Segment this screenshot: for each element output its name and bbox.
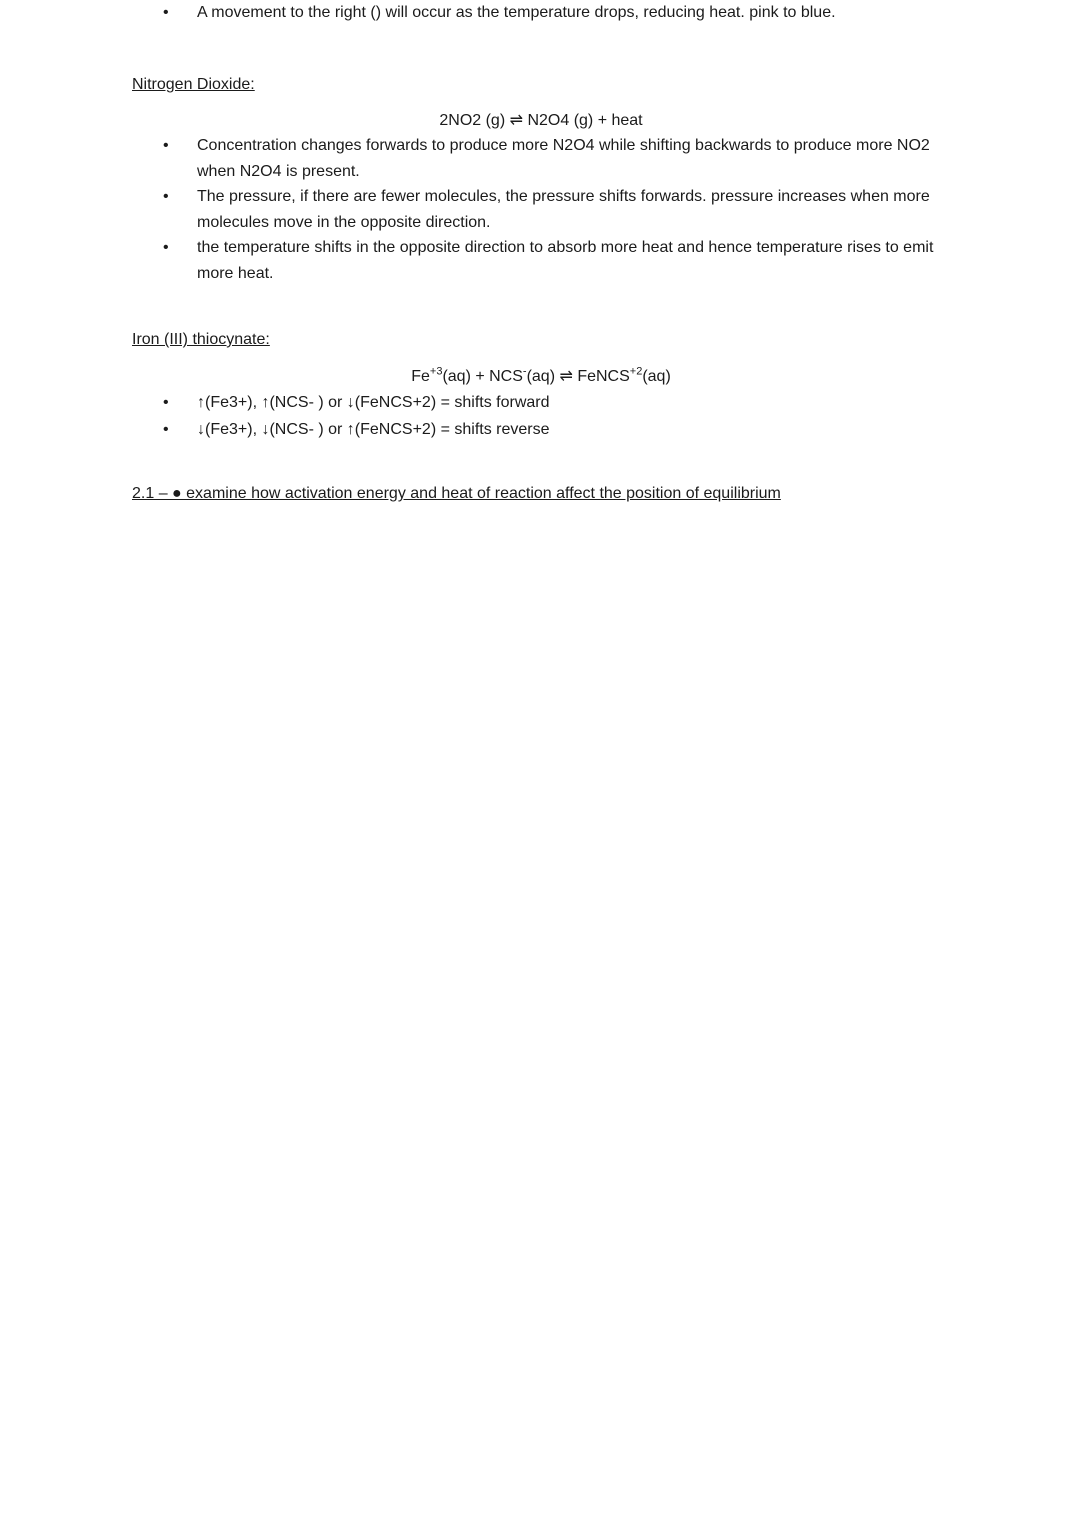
page-content (132, 0, 950, 506)
iron-bullet-list (132, 389, 950, 443)
bullet-text: ↓(Fe3+), ↓(NCS- ) or ↑(FeNCS+2) = shifts reverse (197, 421, 550, 438)
equation-text: Fe (411, 368, 430, 385)
iron-thiocynate-equation (132, 364, 950, 389)
nitrogen-bullet-list (132, 133, 950, 286)
bullet-icon: • (163, 4, 169, 21)
list-item (132, 235, 950, 286)
superscript-charge: - (522, 365, 527, 378)
section-heading-nitrogen-dioxide: Nitrogen Dioxide: (132, 76, 255, 93)
bullet-text: A movement to the right () will occur as the temperature drops, reducing heat. pink to blue. (197, 4, 836, 21)
list-item (132, 184, 950, 235)
intro-bullet-list (132, 0, 950, 25)
equation-text: (aq) + NCS (442, 368, 523, 385)
equation-text: (aq) ⇌ FeNCS (526, 368, 630, 385)
nitrogen-dioxide-equation: 2NO2 (g) ⇌ N2O4 (g) + heat (439, 112, 643, 129)
list-item (132, 133, 950, 184)
syllabus-point-heading: 2.1 – ● examine how activation energy and heat of reaction affect the position of equilibrium (132, 485, 781, 502)
bullet-icon: • (163, 188, 169, 205)
bullet-icon: • (163, 239, 169, 256)
list-item (132, 416, 950, 443)
list-item (132, 0, 950, 25)
bullet-text: ↑(Fe3+), ↑(NCS- ) or ↓(FeNCS+2) = shifts forward (197, 394, 550, 411)
bullet-text: The pressure, if there are fewer molecules, the pressure shifts forwards. pressure increases when more molecules move in the opposite direction. (197, 188, 930, 231)
superscript-charge: +2 (629, 365, 643, 378)
bullet-text: Concentration changes forwards to produce more N2O4 while shifting backwards to produce more NO2 when N2O4 is present. (197, 137, 930, 180)
bullet-icon: • (163, 421, 169, 438)
superscript-charge: +3 (429, 365, 443, 378)
list-item (132, 389, 950, 416)
section-heading-iron-thiocynate: Iron (III) thiocynate: (132, 331, 270, 348)
equation-text: (aq) (642, 368, 671, 385)
bullet-text: the temperature shifts in the opposite direction to absorb more heat and hence temperature rises to emit more heat. (197, 239, 934, 282)
bullet-icon: • (163, 137, 169, 154)
bullet-icon: • (163, 394, 169, 411)
